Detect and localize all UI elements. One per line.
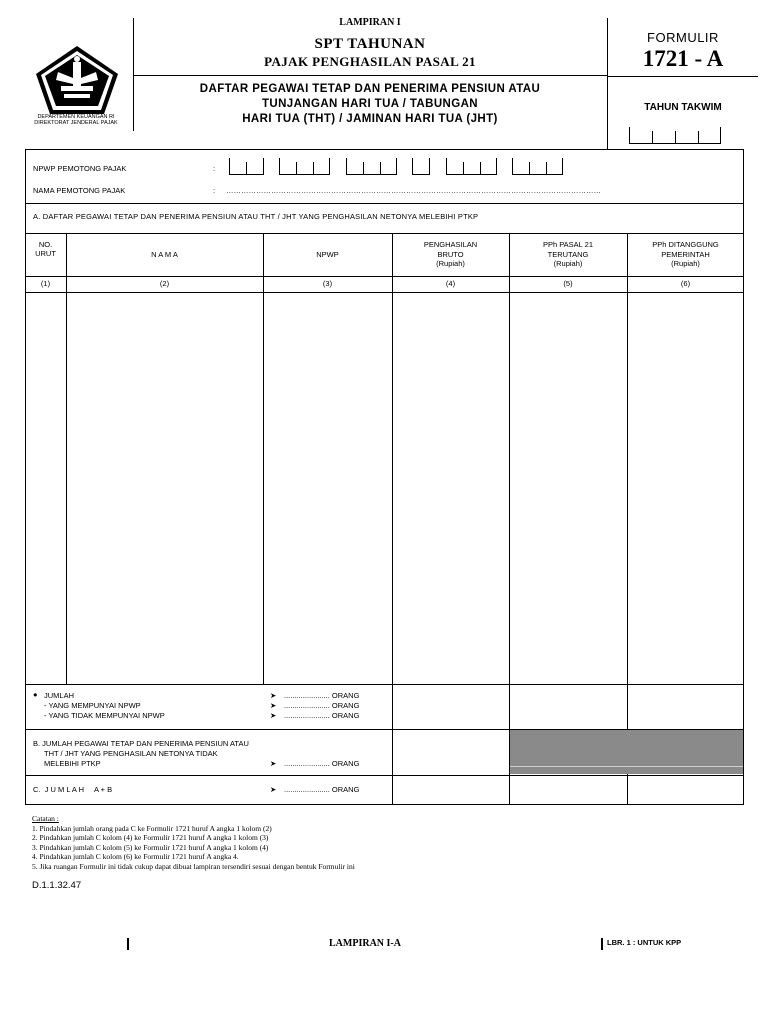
pajak-title: PAJAK PENGHASILAN PASAL 21 [264,54,476,69]
header-pph21-l3: (Rupiah) [553,259,583,268]
npwp-label: NPWP PEMOTONG PAJAK [33,164,127,173]
header-penghasilan-l3: (Rupiah) [436,259,465,268]
header-penghasilan-bruto [392,240,509,269]
nama-label: NAMA PEMOTONG PAJAK [33,186,126,195]
header-npwp: NPWP [316,250,339,259]
catatan-item: 3. Pindahkan jumlah C kolom (5) ke Formulir 1721 huruf A angka 1 kolom (4) [32,842,269,852]
tahun-takwim-input[interactable] [629,127,721,144]
tidak-mempunyai-npwp-orang-field[interactable]: ...................... ORANG [284,711,360,720]
formulir-number: 1721 - A [642,46,724,71]
jumlah-label: JUMLAH [44,691,75,700]
catatan-item: 1. Pindahkan jumlah orang pada C ke Formulir 1721 huruf A angka 1 kolom (2) [32,823,272,833]
formulir-label: FORMULIR [647,30,719,45]
col-number-2: (2) [159,279,170,288]
jumlah-orang-field[interactable]: ...................... ORANG [284,691,360,700]
catatan-item: 4. Pindahkan jumlah C kolom (6) ke Formulir 1721 huruf A angka 4. [32,852,239,861]
section-c-orang-field[interactable]: ...................... ORANG [284,785,360,794]
arrow-icon: ➤ [270,701,277,710]
logo [34,44,120,116]
arrow-icon: ➤ [270,691,277,700]
header-pph21-l1: PPh PASAL 21 [542,240,594,249]
catatan-title: Catatan : [32,814,59,823]
section-b-line2: THT / JHT YANG PENGHASILAN NETONYA TIDAK [44,749,218,758]
catatan-item: 2. Pindahkan jumlah C kolom (4) ke Formulir 1721 huruf A angka 1 kolom (3) [32,833,269,842]
daftar-line1: DAFTAR PEGAWAI TETAP DAN PENERIMA PENSIUN ATAU [199,83,541,95]
logo-caption-line1: DEPARTEMEN KEUANGAN RI [37,114,115,120]
col-number-4: (4) [445,279,456,288]
header-nama: N A M A [151,250,178,259]
lampiran-ia-label: LAMPIRAN I-A [329,938,401,949]
header-no: NO. [38,240,53,249]
jumlah-bullet: ● [33,690,38,699]
header-penghasilan-l2: BRUTO [437,249,464,259]
logo-caption-line2: DIREKTORAT JENDERAL PAJAK [34,120,118,126]
header-no-urut [25,240,66,258]
col-number-6: (6) [680,279,691,288]
jumlah-mempunyai-label: - YANG MEMPUNYAI NPWP [44,701,141,710]
header-pph21-terutang [509,240,627,269]
npwp-colon: : [213,164,216,173]
header-ditanggung-l2: PEMERINTAH [661,249,710,259]
header-urut: URUT [35,249,56,258]
nama-input[interactable]: …………………………………………………………………………………………………………………………………… [226,186,601,195]
header-penghasilan-l1: PENGHASILAN [423,240,478,249]
header-pph21-l2: TERUTANG [547,249,589,259]
col-number-3: (3) [322,279,333,288]
daftar-title [140,82,600,127]
section-c-label: C. J U M L A H A + B [33,785,113,794]
daftar-line2: TUNJANGAN HARI TUA / TABUNGAN [261,98,479,110]
spt-title: SPT TAHUNAN [314,36,426,52]
header-ditanggung-l1: PPh DITANGGUNG [652,240,719,249]
arrow-icon: ➤ [270,785,277,794]
table-data-area[interactable] [26,293,743,684]
nama-colon: : [213,186,216,195]
section-b-orang-field[interactable]: ...................... ORANG [284,759,360,768]
section-b-shaded-cell [510,730,743,774]
arrow-icon: ➤ [270,759,277,768]
col-number-5: (5) [563,279,573,288]
catatan [32,814,355,871]
catatan-item: 5. Jika ruangan Formulir ini tidak cukup dapat dibuat lampiran tersendiri sesuai dengan bentuk Formulir ini [32,861,355,871]
section-b-line1: B. JUMLAH PEGAWAI TETAP DAN PENERIMA PENSIUN ATAU [33,739,249,748]
arrow-icon: ➤ [270,711,277,720]
col-number-1: (1) [40,279,51,288]
jumlah-tidak-mempunyai-label: - YANG TIDAK MEMPUNYAI NPWP [44,711,165,720]
daftar-line3: HARI TUA (THT) / JAMINAN HARI TUA (JHT) [242,113,498,125]
mempunyai-npwp-orang-field[interactable]: ...................... ORANG [284,701,360,710]
lampiran-label: LAMPIRAN I [339,17,401,28]
lbr-label: LBR. 1 : UNTUK KPP [607,938,682,947]
tahun-takwim-label: TAHUN TAKWIM [644,102,722,113]
form-code: D.1.1.32.47 [32,880,82,891]
header-pph-ditanggung [627,240,744,269]
section-a-title: A. DAFTAR PEGAWAI TETAP DAN PENERIMA PENSIUN ATAU THT / JHT YANG PENGHASILAN NETONYA MELEBIHI PTKP [33,212,479,221]
header-ditanggung-l3: (Rupiah) [671,259,700,268]
section-b-line3: MELEBIHI PTKP [44,759,101,768]
garuda-emblem-icon [34,44,120,116]
logo-caption [22,114,130,126]
